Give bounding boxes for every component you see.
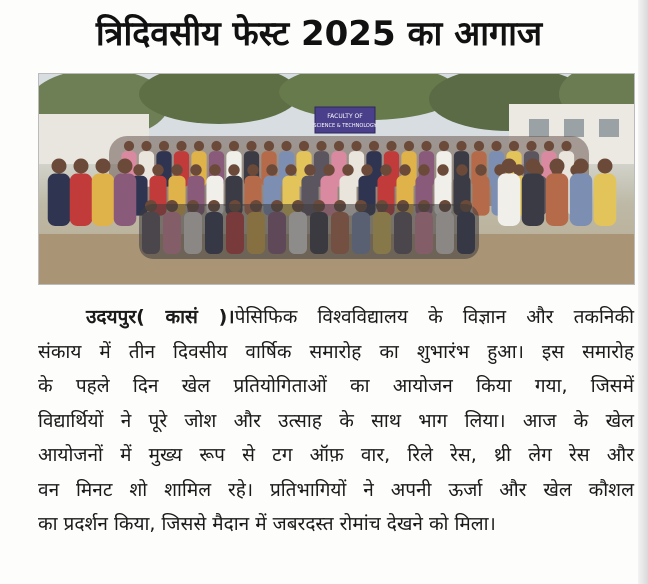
page-edge-shadow	[638, 0, 648, 584]
person-head	[369, 141, 379, 151]
person-head	[509, 141, 519, 151]
person-head	[439, 141, 449, 151]
person-head	[323, 164, 334, 175]
person-body	[546, 174, 569, 227]
article-line-1	[38, 300, 634, 335]
person-body	[114, 174, 137, 227]
person-head	[304, 164, 315, 175]
person-head	[526, 159, 541, 174]
person-body	[70, 174, 93, 227]
person-head	[229, 141, 239, 151]
person-body	[522, 174, 545, 227]
person-head	[124, 141, 134, 151]
person-head	[299, 141, 309, 151]
person-head	[437, 164, 448, 175]
article-line-5: आयोजनों में मुख्य रूप से टग ऑफ़ वार, रिले रेस, थ्री लेग रेस और	[38, 444, 634, 466]
person-head	[502, 159, 517, 174]
person-head	[574, 159, 589, 174]
person-head	[176, 141, 186, 151]
person-head	[171, 164, 182, 175]
person-head	[211, 141, 221, 151]
person-head	[474, 141, 484, 151]
person-head	[285, 164, 296, 175]
person-body	[594, 174, 617, 227]
person-head	[399, 164, 410, 175]
person-head	[418, 164, 429, 175]
person-head	[316, 141, 326, 151]
article-line-3: के पहले दिन खेल प्रतियोगिताओं का आयोजन किया गया, जिसमें	[38, 375, 634, 397]
person-head	[351, 141, 361, 151]
person-head	[264, 141, 274, 151]
article-line-1-text: पेसिफिक विश्वविद्यालय के विज्ञान और तकनिकी	[234, 306, 634, 328]
person-head	[380, 164, 391, 175]
person-head	[475, 164, 486, 175]
person-head	[190, 164, 201, 175]
person-head	[281, 141, 291, 151]
banner-text-line-1: FACULTY OF	[327, 113, 363, 120]
person-head	[598, 159, 613, 174]
person-head	[561, 141, 571, 151]
person-head	[247, 164, 258, 175]
person-head	[52, 159, 67, 174]
person-body	[92, 174, 115, 227]
person-head	[118, 159, 133, 174]
person-head	[544, 141, 554, 151]
person-body	[48, 174, 71, 227]
group-photo-illustration	[39, 74, 634, 284]
article-dateline: उदयपुर( कासं )।	[86, 306, 235, 328]
person-head	[74, 159, 89, 174]
person-head	[491, 141, 501, 151]
person-head	[228, 164, 239, 175]
article-line-6: वन मिनट शो शामिल रहे। प्रतिभागियों ने अपनी ऊर्जा और खेल कौशल	[38, 478, 634, 501]
person-body	[570, 174, 593, 227]
article-line-4: विद्यार्थियों ने पूरे जोश और उत्साह के साथ भाग लिया। आज के खेल	[38, 409, 634, 432]
person-head	[334, 141, 344, 151]
banner-text-line-2: SCIENCE & TECHNOLOGY	[313, 123, 377, 129]
person-head	[194, 141, 204, 151]
person-head	[209, 164, 220, 175]
person-head	[421, 141, 431, 151]
headline: त्रिदिवसीय फेस्ट 2025 का आगाज	[95, 14, 543, 54]
person-head	[159, 141, 169, 151]
group-photo	[38, 73, 635, 285]
person-head	[550, 159, 565, 174]
person-head	[456, 141, 466, 151]
person-head	[404, 141, 414, 151]
person-head	[141, 141, 151, 151]
person-head	[526, 141, 536, 151]
person-head	[152, 164, 163, 175]
person-head	[246, 141, 256, 151]
person-body	[498, 174, 521, 227]
person-head	[133, 164, 144, 175]
person-head	[342, 164, 353, 175]
person-head	[266, 164, 277, 175]
article-line-7: का प्रदर्शन किया, जिससे मैदान में जबरदस्त रोमांच देखने को मिला।	[38, 513, 496, 535]
article-line-2: संकाय में तीन दिवसीय वार्षिक समारोह का शुभारंभ हुआ। इस समारोह	[38, 340, 634, 363]
article-body	[38, 300, 634, 542]
person-head	[361, 164, 372, 175]
person-head	[386, 141, 396, 151]
person-head	[456, 164, 467, 175]
person-head	[96, 159, 111, 174]
